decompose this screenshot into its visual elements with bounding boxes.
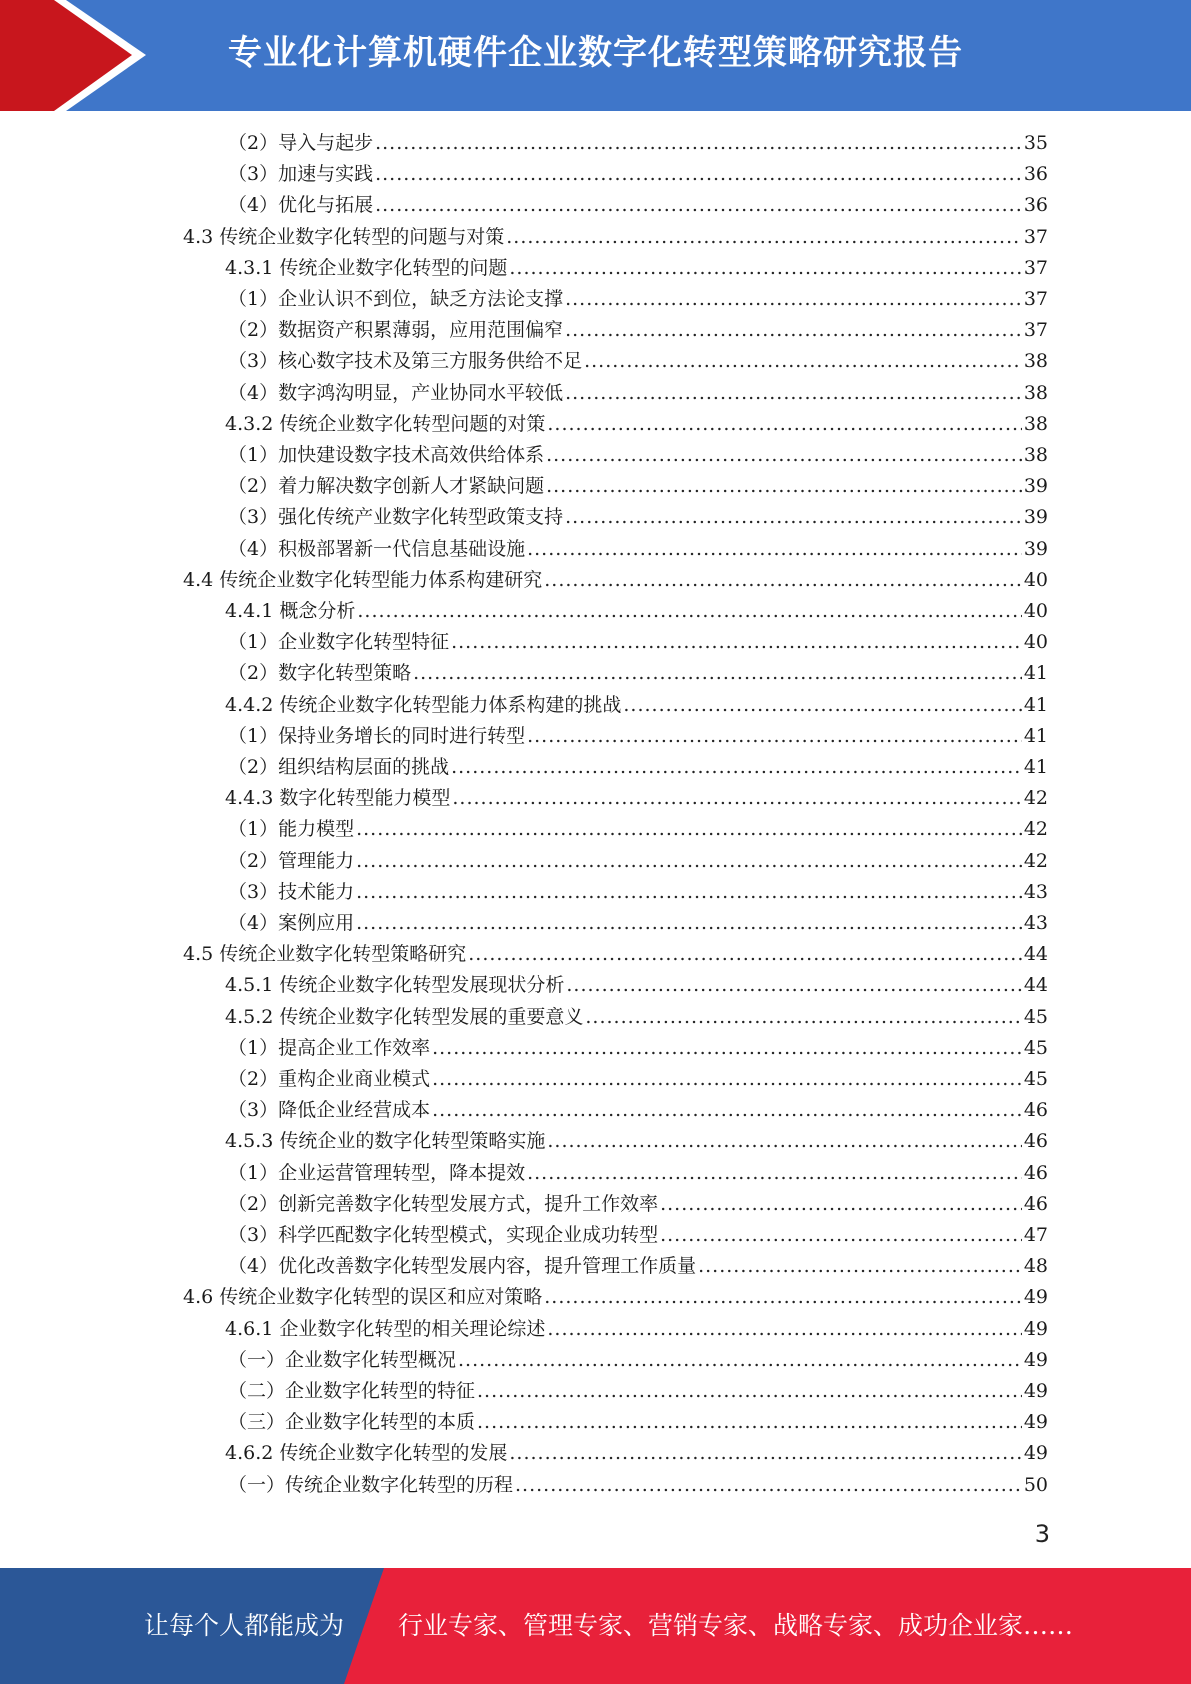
toc-leader-dots xyxy=(527,721,1022,752)
toc-entry[interactable] xyxy=(228,1095,1048,1126)
toc-entry-page: 45 xyxy=(1023,1036,1048,1059)
toc-entry-label: （一）传统企业数字化转型的历程 xyxy=(228,1473,514,1496)
toc-entry-page: 46 xyxy=(1023,1099,1048,1122)
toc-leader-dots xyxy=(546,471,1022,502)
toc-leader-dots xyxy=(509,253,1021,284)
toc-entry-label: （2）数据资产积累薄弱，应用范围偏窄 xyxy=(228,319,564,342)
toc-entry-label: （4）数字鸿沟明显，产业协同水平较低 xyxy=(228,381,564,404)
toc-entry-label: （3）强化传统产业数字化转型政策支持 xyxy=(228,506,564,529)
toc-leader-dots xyxy=(698,1251,1022,1282)
toc-entry[interactable] xyxy=(228,346,1048,377)
page-header xyxy=(0,0,1191,111)
toc-entry-label: （3）科学匹配数字化转型模式，实现企业成功转型 xyxy=(228,1224,659,1246)
toc-entry-label: （4）优化与拓展 xyxy=(228,194,374,217)
toc-entry[interactable] xyxy=(225,253,1048,284)
toc-entry[interactable] xyxy=(228,471,1048,502)
toc-leader-dots xyxy=(477,1407,1022,1438)
toc-entry-page: 36 xyxy=(1023,163,1048,186)
toc-entry-page: 44 xyxy=(1023,974,1048,997)
toc-entry[interactable] xyxy=(228,128,1048,159)
toc-entry-page: 37 xyxy=(1023,288,1048,310)
toc-leader-dots xyxy=(565,378,1022,409)
toc-entry-page: 41 xyxy=(1023,662,1048,685)
toc-entry-label: （2）重构企业商业模式 xyxy=(228,1068,431,1090)
toc-leader-dots xyxy=(375,159,1022,190)
toc-leader-dots xyxy=(451,752,1022,783)
footer-slogan-right: 行业专家、管理专家、营销专家、战略专家、成功企业家…… xyxy=(398,1611,1074,1640)
toc-entry-label: （2）组织结构层面的挑战 xyxy=(228,756,450,778)
toc-entry-label: （2）创新完善数字化转型发展方式，提升工作效率 xyxy=(228,1192,659,1215)
toc-leader-dots xyxy=(451,627,1022,658)
report-title: 专业化计算机硬件企业数字化转型策略研究报告 xyxy=(228,33,963,73)
toc-entry[interactable] xyxy=(225,596,1048,627)
toc-entry[interactable] xyxy=(225,1126,1048,1157)
toc-entry-label: （1）企业认识不到位，缺乏方法论支撑 xyxy=(228,288,564,310)
toc-entry-label: 4.3.1 传统企业数字化转型的问题 xyxy=(225,256,508,279)
toc-entry-page: 41 xyxy=(1023,756,1048,778)
toc-entry[interactable] xyxy=(228,1220,1048,1251)
toc-entry-label: （3）降低企业经营成本 xyxy=(228,1099,431,1122)
toc-leader-dots xyxy=(468,939,1022,970)
page-number: 3 xyxy=(1034,1520,1050,1548)
toc-entry[interactable] xyxy=(228,658,1048,689)
toc-entry-page: 49 xyxy=(1023,1411,1048,1434)
toc-entry-label: 4.6.1 企业数字化转型的相关理论综述 xyxy=(225,1317,546,1340)
toc-entry[interactable] xyxy=(228,846,1048,877)
toc-entry[interactable] xyxy=(228,1033,1048,1064)
toc-entry-page: 49 xyxy=(1023,1348,1048,1371)
toc-leader-dots xyxy=(527,1158,1022,1189)
toc-leader-dots xyxy=(544,1282,1022,1313)
toc-leader-dots xyxy=(356,877,1022,908)
toc-entry-label: （三）企业数字化转型的本质 xyxy=(228,1411,476,1434)
toc-entry-page: 46 xyxy=(1023,1192,1048,1215)
toc-entry-page: 49 xyxy=(1023,1442,1048,1465)
toc-entry[interactable] xyxy=(228,1158,1048,1189)
toc-entry-label: 4.3 传统企业数字化转型的问题与对策 xyxy=(183,225,505,248)
toc-entry-label: （4）优化改善数字化转型发展内容，提升管理工作质量 xyxy=(228,1255,697,1278)
toc-leader-dots xyxy=(547,1126,1021,1157)
toc-leader-dots xyxy=(432,1064,1022,1095)
toc-entry[interactable] xyxy=(228,1376,1048,1407)
toc-entry[interactable] xyxy=(225,1002,1048,1033)
toc-entry-label: 4.4.3 数字化转型能力模型 xyxy=(225,787,451,810)
toc-entry-label: （2）数字化转型策略 xyxy=(228,662,412,685)
toc-entry-page: 39 xyxy=(1023,475,1048,498)
toc-entry[interactable] xyxy=(228,877,1048,908)
toc-leader-dots xyxy=(506,222,1022,253)
toc-entry-label: （2）着力解决数字创新人才紧缺问题 xyxy=(228,475,545,498)
toc-entry-label: 4.5.3 传统企业的数字化转型策略实施 xyxy=(225,1130,546,1153)
toc-entry-label: （1）加快建设数字技术高效供给体系 xyxy=(228,444,545,466)
toc-entry[interactable] xyxy=(225,1438,1048,1469)
toc-leader-dots xyxy=(356,846,1022,877)
toc-leader-dots xyxy=(458,1345,1022,1376)
toc-leader-dots xyxy=(356,814,1022,845)
toc-leader-dots xyxy=(565,284,1022,315)
toc-entry-label: （3）技术能力 xyxy=(228,880,355,903)
toc-entry-label: （2）管理能力 xyxy=(228,849,355,872)
toc-leader-dots xyxy=(509,1438,1021,1469)
toc-leader-dots xyxy=(585,1002,1021,1033)
toc-entry-page: 43 xyxy=(1023,912,1048,934)
toc-entry-label: 4.4.2 传统企业数字化转型能力体系构建的挑战 xyxy=(225,693,622,716)
toc-entry[interactable] xyxy=(228,1064,1048,1095)
toc-entry-label: （1）企业运营管理转型，降本提效 xyxy=(228,1161,526,1184)
toc-leader-dots xyxy=(566,970,1021,1001)
toc-entry[interactable] xyxy=(183,222,1048,253)
toc-entry-label: （二）企业数字化转型的特征 xyxy=(228,1380,476,1402)
toc-leader-dots xyxy=(413,658,1022,689)
toc-entry-page: 36 xyxy=(1023,194,1048,217)
toc-entry-page: 37 xyxy=(1023,225,1048,248)
toc-leader-dots xyxy=(375,190,1022,221)
toc-entry-label: （4）案例应用 xyxy=(228,912,355,934)
toc-entry-label: （一）企业数字化转型概况 xyxy=(228,1348,457,1371)
toc-entry-page: 42 xyxy=(1023,849,1048,872)
toc-entry[interactable] xyxy=(228,627,1048,658)
toc-leader-dots xyxy=(477,1376,1022,1407)
toc-entry-label: 4.4.1 概念分析 xyxy=(225,600,356,622)
toc-entry[interactable] xyxy=(228,814,1048,845)
toc-entry-page: 42 xyxy=(1023,787,1048,810)
toc-entry-page: 38 xyxy=(1023,381,1048,404)
toc-entry-label: （3）核心数字技术及第三方服务供给不足 xyxy=(228,350,583,373)
toc-entry[interactable] xyxy=(183,939,1048,970)
footer-slogan-left: 让每个人都能成为 xyxy=(144,1611,345,1640)
toc-entry[interactable] xyxy=(228,1251,1048,1282)
toc-leader-dots xyxy=(356,908,1022,939)
toc-entry-label: （4）积极部署新一代信息基础设施 xyxy=(228,537,526,560)
toc-entry[interactable] xyxy=(228,284,1048,315)
toc-entry-page: 48 xyxy=(1023,1255,1048,1278)
toc-leader-dots xyxy=(546,440,1022,471)
toc-leader-dots xyxy=(375,128,1022,159)
toc-entry-page: 45 xyxy=(1023,1005,1048,1028)
toc-entry[interactable] xyxy=(225,783,1048,814)
toc-entry-page: 38 xyxy=(1023,444,1048,466)
toc-entry-page: 44 xyxy=(1023,943,1048,966)
toc-entry[interactable] xyxy=(183,1282,1048,1313)
toc-entry[interactable] xyxy=(228,440,1048,471)
toc-entry[interactable] xyxy=(228,378,1048,409)
toc-entry-page: 41 xyxy=(1023,693,1048,716)
toc-entry-label: 4.4 传统企业数字化转型能力体系构建研究 xyxy=(183,568,543,591)
toc-leader-dots xyxy=(515,1470,1022,1501)
toc-entry-label: 4.5.1 传统企业数字化转型发展现状分析 xyxy=(225,974,565,997)
toc-entry-page: 49 xyxy=(1023,1286,1048,1309)
toc-entry[interactable] xyxy=(225,970,1048,1001)
toc-entry-page: 46 xyxy=(1023,1161,1048,1184)
toc-entry[interactable] xyxy=(228,1407,1048,1438)
toc-entry[interactable] xyxy=(228,908,1048,939)
toc-leader-dots xyxy=(432,1095,1022,1126)
toc-entry[interactable] xyxy=(228,315,1048,346)
toc-leader-dots xyxy=(452,783,1021,814)
toc-entry-label: （1）保持业务增长的同时进行转型 xyxy=(228,724,526,747)
toc-entry-label: （1）能力模型 xyxy=(228,818,355,841)
toc-leader-dots xyxy=(432,1033,1022,1064)
toc-entry-label: （3）加速与实践 xyxy=(228,163,374,186)
toc-entry-page: 47 xyxy=(1023,1224,1048,1246)
toc-leader-dots xyxy=(660,1189,1022,1220)
toc-entry-page: 43 xyxy=(1023,880,1048,903)
toc-leader-dots xyxy=(547,1314,1021,1345)
toc-entry-page: 38 xyxy=(1023,412,1048,435)
toc-entry-page: 40 xyxy=(1023,568,1048,591)
toc-entry-page: 41 xyxy=(1023,724,1048,747)
toc-entry[interactable] xyxy=(228,502,1048,533)
toc-entry-page: 50 xyxy=(1023,1473,1048,1496)
toc-entry-page: 38 xyxy=(1023,350,1048,373)
toc-leader-dots xyxy=(623,690,1021,721)
toc-entry-label: （1）提高企业工作效率 xyxy=(228,1036,431,1059)
toc-entry-label: 4.6 传统企业数字化转型的误区和应对策略 xyxy=(183,1286,543,1309)
toc-entry[interactable] xyxy=(228,159,1048,190)
page-footer xyxy=(0,1568,1191,1684)
toc-entry-page: 40 xyxy=(1023,600,1048,622)
toc-entry-page: 40 xyxy=(1023,631,1048,654)
toc-entry[interactable] xyxy=(183,565,1048,596)
toc-leader-dots xyxy=(544,565,1022,596)
toc-entry[interactable] xyxy=(228,1189,1048,1220)
toc-entry[interactable] xyxy=(228,190,1048,221)
toc-leader-dots xyxy=(547,409,1021,440)
toc-leader-dots xyxy=(527,534,1022,565)
toc-entry-page: 45 xyxy=(1023,1068,1048,1090)
toc-leader-dots xyxy=(565,502,1022,533)
toc-entry-page: 42 xyxy=(1023,818,1048,841)
toc-entry-page: 49 xyxy=(1023,1317,1048,1340)
toc-entry-page: 39 xyxy=(1023,537,1048,560)
toc-entry-label: 4.5 传统企业数字化转型策略研究 xyxy=(183,943,467,966)
toc-entry-page: 37 xyxy=(1023,256,1048,279)
toc-entry-label: 4.5.2 传统企业数字化转型发展的重要意义 xyxy=(225,1005,584,1028)
toc-leader-dots xyxy=(584,346,1022,377)
toc-entry[interactable] xyxy=(225,1314,1048,1345)
toc-leader-dots xyxy=(660,1220,1022,1251)
toc-entry-label: （1）企业数字化转型特征 xyxy=(228,631,450,654)
toc-leader-dots xyxy=(357,596,1021,627)
toc-entry[interactable] xyxy=(228,534,1048,565)
toc-entry-label: （2）导入与起步 xyxy=(228,132,374,154)
toc-entry[interactable] xyxy=(225,409,1048,440)
toc-entry-page: 35 xyxy=(1023,132,1048,154)
toc-leader-dots xyxy=(565,315,1022,346)
toc-entry[interactable] xyxy=(228,721,1048,752)
toc-entry-page: 37 xyxy=(1023,319,1048,342)
toc-entry[interactable] xyxy=(228,752,1048,783)
toc-entry-page: 39 xyxy=(1023,506,1048,529)
toc-entry-page: 46 xyxy=(1023,1130,1048,1153)
toc-entry-page: 49 xyxy=(1023,1380,1048,1402)
toc-entry-label: 4.6.2 传统企业数字化转型的发展 xyxy=(225,1442,508,1465)
toc-entry[interactable] xyxy=(228,1345,1048,1376)
toc-entry-label: 4.3.2 传统企业数字化转型问题的对策 xyxy=(225,412,546,435)
toc-entry[interactable] xyxy=(228,1470,1048,1501)
toc-entry[interactable] xyxy=(225,690,1048,721)
